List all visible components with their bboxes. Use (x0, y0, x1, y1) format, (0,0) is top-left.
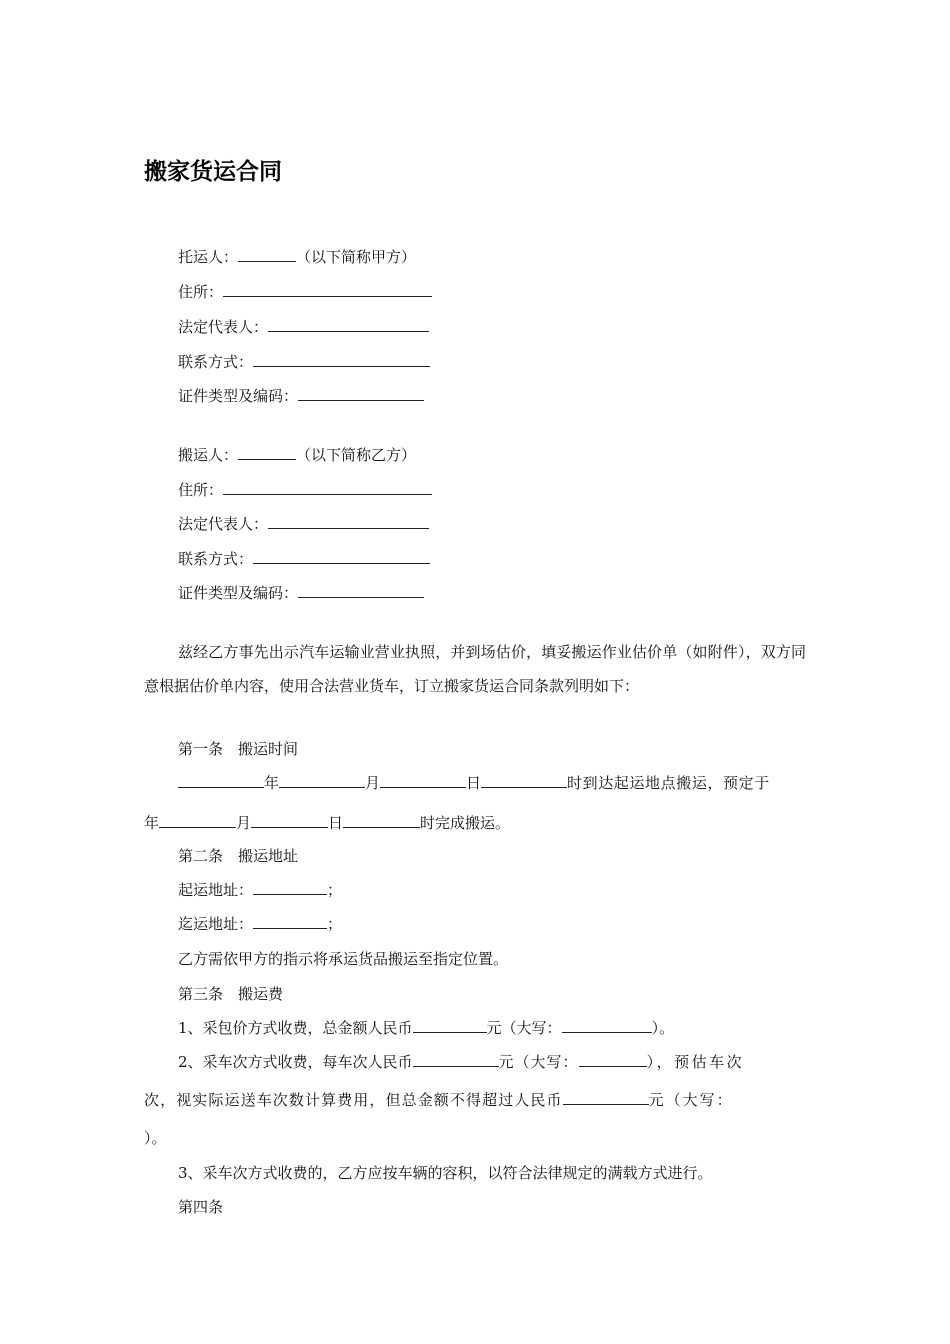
party-a-line (178, 247, 416, 267)
party-a-id-blank (298, 387, 424, 401)
fee-item-1 (178, 1018, 674, 1038)
origin-address-line (178, 880, 342, 900)
party-a-rep-line (178, 317, 429, 337)
party-a-address-blank (223, 283, 432, 297)
dest-blank (253, 915, 327, 929)
party-a-id-line (178, 386, 424, 406)
finish-day-label: 日 (328, 814, 344, 832)
fee-item-1-text: 1、采包价方式收费，总金额人民币 (178, 1019, 413, 1037)
arrive-text: 时到达起运地点搬运，预定于 (567, 774, 770, 792)
dest-address-line (178, 914, 342, 934)
month-label: 月 (365, 774, 381, 792)
article-2-note: 乙方需依甲方的指示将承运货品搬运至指定位置。 (178, 950, 509, 968)
party-a-rep-blank (268, 318, 429, 332)
party-a-contact-line (178, 352, 430, 372)
party-a-suffix: （以下简称甲方） (296, 248, 417, 266)
year-blank (178, 774, 264, 788)
party-b-rep-label: 法定代表人： (178, 515, 269, 533)
article-2-heading: 第二条 搬运地址 (178, 847, 299, 865)
article-1-time-line (178, 773, 770, 793)
party-b-contact-line (178, 549, 430, 569)
finish-month-blank (159, 814, 236, 828)
fee-item-2-line-1 (178, 1052, 744, 1072)
party-b-address-blank (223, 481, 432, 495)
party-b-rep-blank (268, 515, 429, 529)
fee-item-2-line-3: ）。 (144, 1129, 167, 1147)
finish-month-label: 月 (236, 814, 252, 832)
article-1-finish-line (144, 813, 510, 833)
origin-label: 起运地址： (178, 881, 254, 899)
party-b-contact-blank (253, 550, 430, 564)
party-b-id-blank (298, 584, 424, 598)
fee-item-2-limit-text: 次，视实际运送车次数计算费用，但总金额不得超过人民币 (144, 1091, 563, 1109)
fee-per-trip-blank (413, 1053, 499, 1067)
intro-paragraph: 兹经乙方事先出示汽车运输业营业执照，并到场估价，填妥搬运作业估价单（如附件），双方同意根据估价单内容，使用合法营业货车，订立搬家货运合同条款列明如下： (144, 643, 806, 695)
party-a-contact-blank (253, 353, 430, 367)
hour-blank (481, 774, 567, 788)
party-b-contact-label: 联系方式： (178, 550, 254, 568)
party-b-address-label: 住所： (178, 481, 224, 499)
fee-item-1-capital: 元（大写： (486, 1019, 562, 1037)
fee-item-2-text: 2、采车次方式收费，每车次人民币 (178, 1053, 413, 1071)
article-1-heading: 第一条 搬运时间 (178, 740, 299, 758)
fee-item-2-estimate: ），预估车次 (646, 1053, 745, 1071)
fee-total-blank (413, 1019, 487, 1033)
party-b-id-label: 证件类型及编码： (178, 584, 299, 602)
document-title: 搬家货运合同 (144, 159, 282, 185)
day-blank (380, 774, 466, 788)
month-blank (279, 774, 365, 788)
party-b-suffix: （以下简称乙方） (296, 446, 417, 464)
fee-item-2-line-2 (144, 1090, 734, 1110)
year-label: 年 (264, 774, 280, 792)
day-label: 日 (466, 774, 482, 792)
party-b-id-line (178, 583, 424, 603)
fee-item-2-capital: 元（大写： (498, 1053, 579, 1071)
party-a-address-line (178, 282, 432, 302)
party-b-blank (238, 446, 296, 460)
party-b-label: 搬运人： (178, 446, 239, 464)
party-a-address-label: 住所： (178, 283, 224, 301)
fee-item-3: 3、采车次方式收费的，乙方应按车辆的容积，以符合法律规定的满载方式进行。 (178, 1164, 713, 1182)
party-b-line (178, 445, 416, 465)
party-b-rep-line (178, 514, 429, 534)
party-a-id-label: 证件类型及编码： (178, 387, 299, 405)
finish-text: 时完成搬运。 (420, 814, 511, 832)
article-4-heading: 第四条 (178, 1198, 224, 1216)
party-a-blank (238, 248, 296, 262)
party-a-contact-label: 联系方式： (178, 353, 254, 371)
origin-blank (253, 881, 327, 895)
finish-hour-blank (343, 814, 420, 828)
dest-semicolon: ； (327, 915, 343, 933)
fee-item-2-limit-capital: 元（大写： (648, 1091, 734, 1109)
dest-label: 迄运地址： (178, 915, 254, 933)
origin-semicolon: ； (327, 881, 343, 899)
article-3-heading: 第三条 搬运费 (178, 985, 284, 1003)
fee-limit-blank (563, 1091, 649, 1105)
finish-day-blank (251, 814, 328, 828)
fee-per-trip-capital-blank (579, 1053, 647, 1067)
fee-item-1-end: ）。 (651, 1019, 675, 1037)
fee-total-capital-blank (562, 1019, 652, 1033)
party-a-label: 托运人： (178, 248, 239, 266)
party-b-address-line (178, 480, 432, 500)
finish-year-label: 年 (144, 814, 160, 832)
party-a-rep-label: 法定代表人： (178, 318, 269, 336)
